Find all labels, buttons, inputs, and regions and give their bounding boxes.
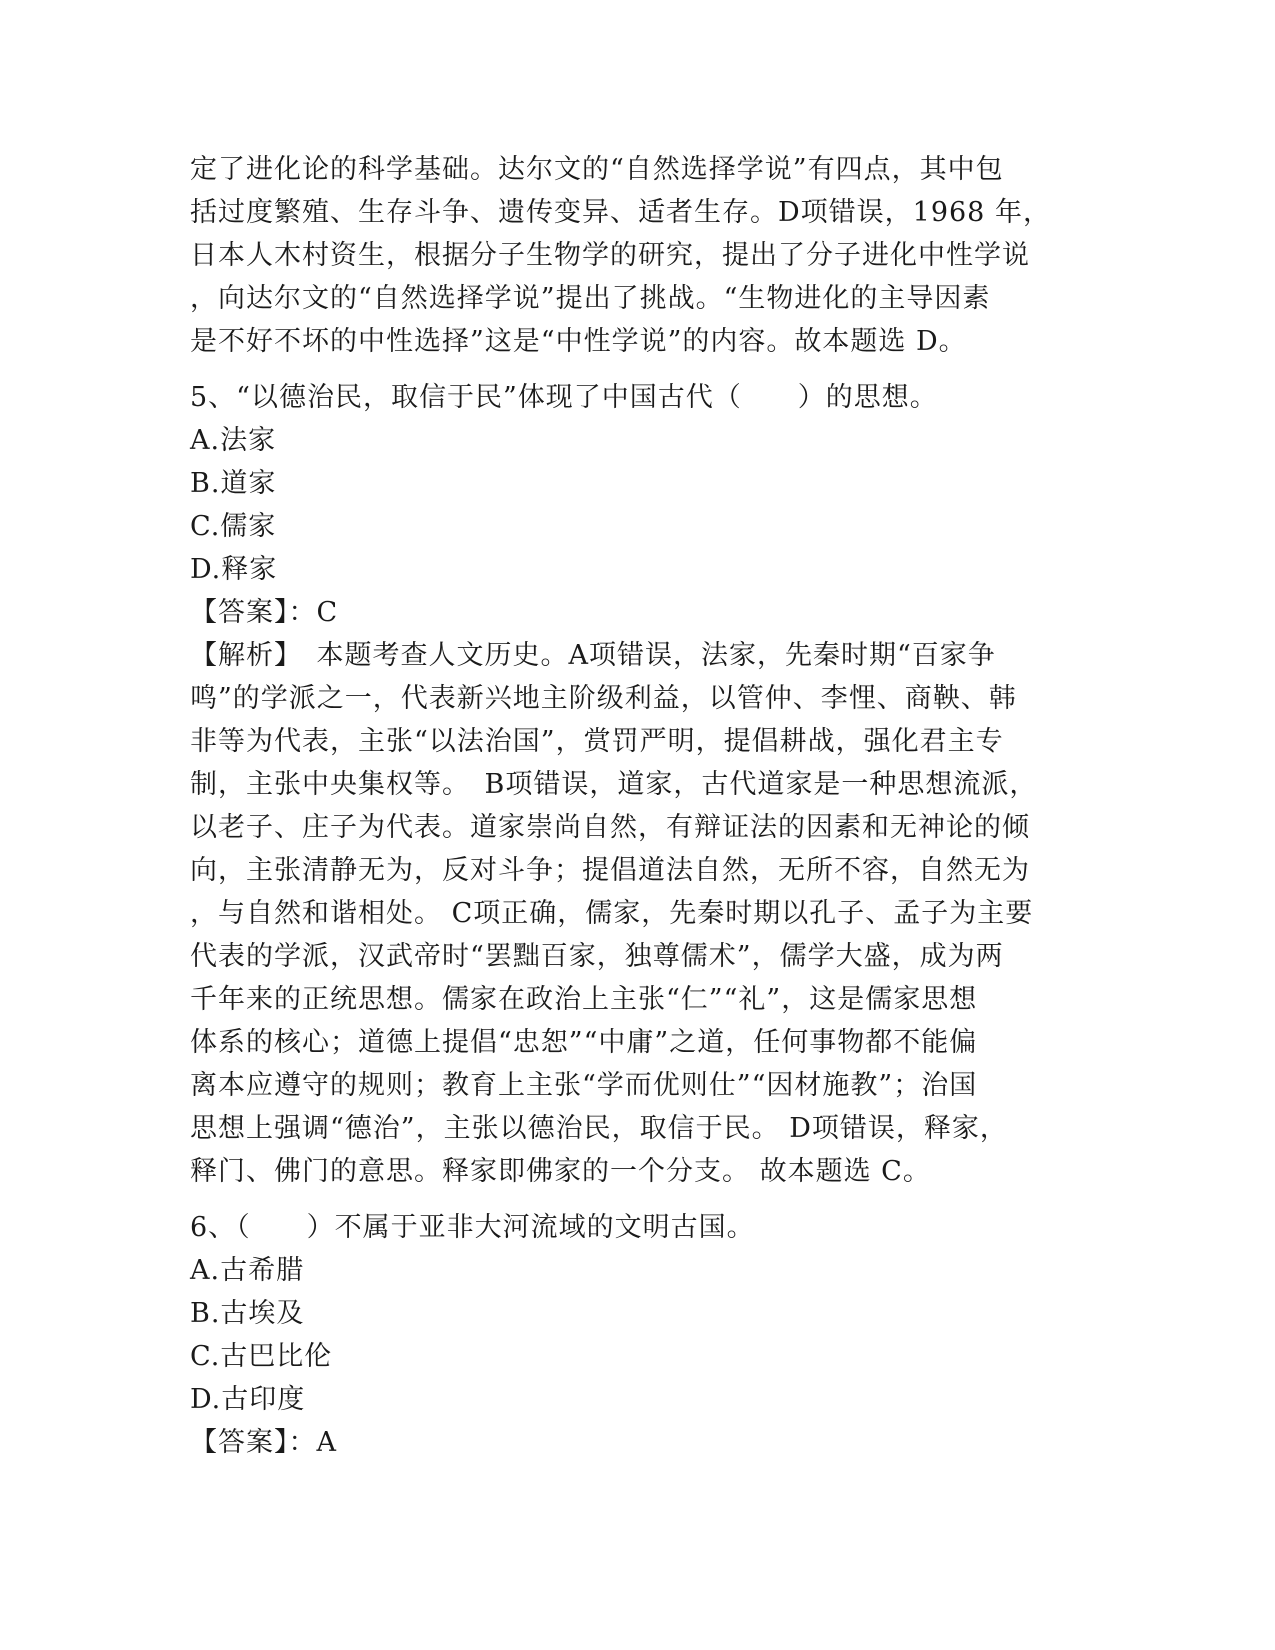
option-a: A.古希腊 — [190, 1255, 305, 1286]
document-page — [190, 148, 1070, 1464]
explanation-line: 以老子、庄子为代表。道家崇尚自然，有辩证法的因素和无神论的倾 — [190, 812, 1030, 843]
explanation-line: ，与自然和谐相处。 C项正确，儒家，先秦时期以孔子、孟子为主要 — [190, 898, 1034, 929]
option-b: B.道家 — [190, 468, 277, 499]
answer: 【答案】：A — [190, 1427, 337, 1458]
explanation-line: 离本应遵守的规则；教育上主张“学而优则仕”“因材施教”；治国 — [190, 1070, 978, 1101]
answer: 【答案】：C — [190, 597, 339, 628]
explanation-line: 体系的核心；道德上提倡“忠恕”“中庸”之道，任何事物都不能偏 — [190, 1027, 978, 1058]
option-b: B.古埃及 — [190, 1298, 305, 1329]
explanation-line: ，向达尔文的“自然选择学说”提出了挑战。“生物进化的主导因素 — [190, 283, 991, 314]
explanation-line: 【解析】 本题考查人文历史。A项错误，法家，先秦时期“百家争 — [190, 640, 996, 671]
question-5 — [190, 376, 1070, 1193]
explanation-line: 制，主张中央集权等。 B项错误，道家，古代道家是一种思想流派， — [190, 769, 1038, 800]
option-c: C.儒家 — [190, 511, 277, 542]
explanation-line: 定了进化论的科学基础。达尔文的“自然选择学说”有四点，其中包 — [190, 154, 1004, 185]
option-c: C.古巴比伦 — [190, 1341, 333, 1372]
question-text: 6、（ ）不属于亚非大河流域的文明古国。 — [190, 1212, 755, 1243]
explanation-line: 括过度繁殖、生存斗争、遗传变异、适者生存。D项错误，1968 年， — [190, 197, 1051, 228]
explanation-line: 是不好不坏的中性选择”这是“中性学说”的内容。故本题选 D。 — [190, 326, 967, 357]
q4-explanation-tail — [190, 148, 1070, 363]
question-6 — [190, 1206, 1070, 1464]
explanation-line: 非等为代表，主张“以法治国”，赏罚严明，提倡耕战，强化君主专 — [190, 726, 1004, 757]
explanation-line: 代表的学派，汉武帝时“罢黜百家，独尊儒术”，儒学大盛，成为两 — [190, 941, 1004, 972]
option-d: D.释家 — [190, 554, 278, 585]
option-a: A.法家 — [190, 425, 277, 456]
explanation-line: 向，主张清静无为，反对斗争；提倡道法自然，无所不容，自然无为 — [190, 855, 1030, 886]
option-d: D.古印度 — [190, 1384, 306, 1415]
explanation-line: 思想上强调“德治”，主张以德治民，取信于民。 D项错误，释家， — [190, 1113, 1008, 1144]
explanation-line: 日本人木村资生，根据分子生物学的研究，提出了分子进化中性学说 — [190, 240, 1030, 271]
question-text: 5、“以德治民，取信于民”体现了中国古代（ ）的思想。 — [190, 382, 938, 413]
explanation-line: 千年来的正统思想。儒家在政治上主张“仁”“礼”，这是儒家思想 — [190, 984, 978, 1015]
explanation-line: 释门、佛门的意思。释家即佛家的一个分支。 故本题选 C。 — [190, 1156, 931, 1187]
explanation-line: 鸣”的学派之一，代表新兴地主阶级利益，以管仲、李悝、商鞅、韩 — [190, 683, 1017, 714]
